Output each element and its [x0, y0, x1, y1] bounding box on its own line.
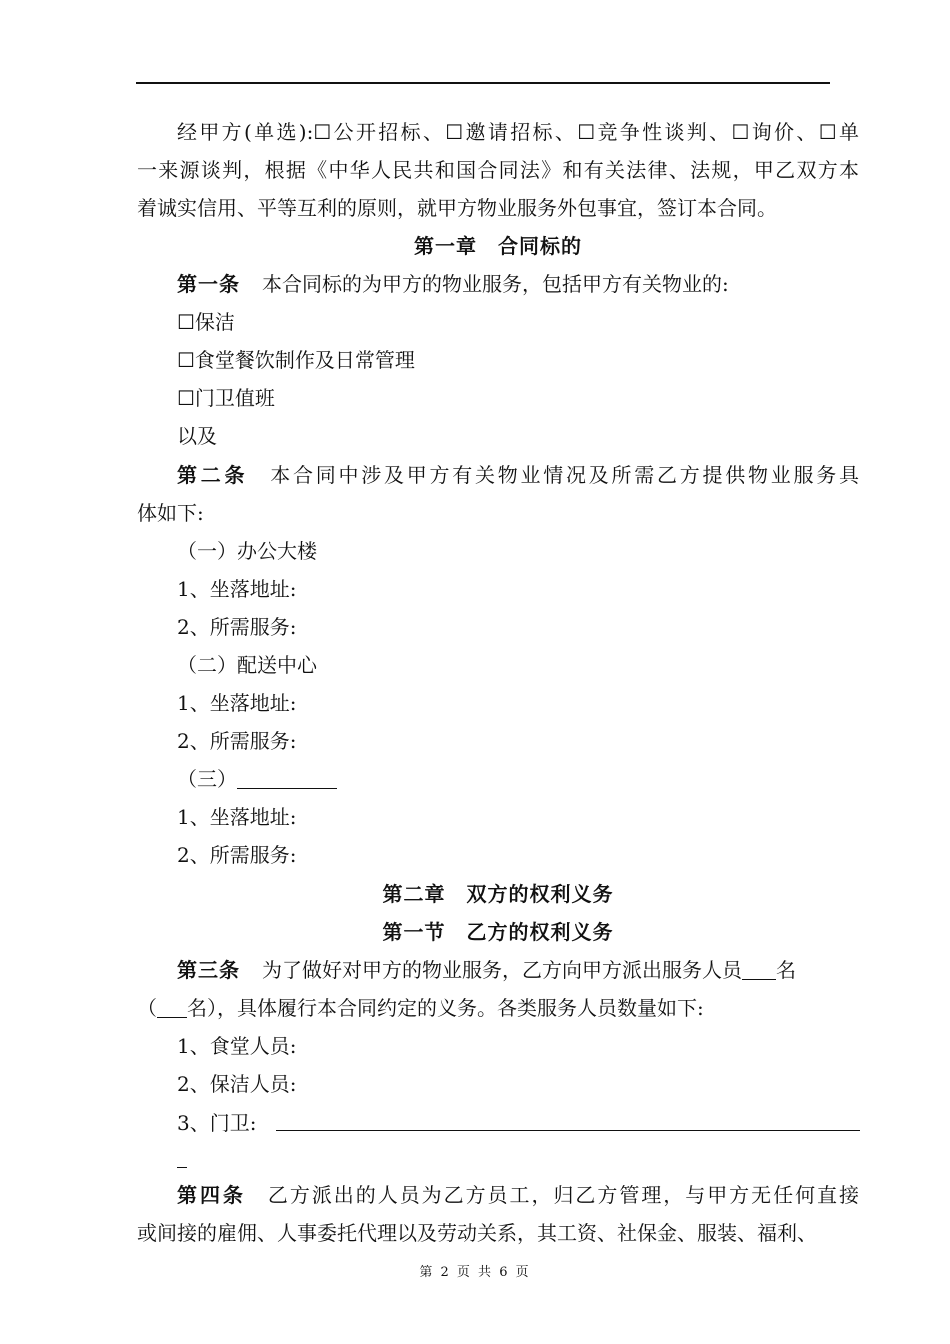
- section-3-location: 1、坐落地址:: [177, 805, 297, 829]
- article-3-unit: 名: [776, 958, 796, 982]
- intro-line-1: 经甲方(单选):☐公开招标、☐邀请招标、☐竞争性谈判、☐询价、☐单: [177, 120, 859, 144]
- staff-total-blank: [742, 959, 776, 980]
- chapter-2-title: 第二章 双方的权利义务: [382, 882, 614, 906]
- article-2-text: 本合同中涉及甲方有关物业情况及所需乙方提供物业服务具: [270, 463, 859, 487]
- article-3-line-2: [137, 996, 859, 1020]
- option-cleaning: ☐保洁: [177, 310, 235, 334]
- section-2-service: 2、所需服务:: [177, 729, 297, 753]
- article-2-line-1: [177, 463, 859, 487]
- article-3-label: 第三条: [177, 958, 240, 982]
- article-3-paren: （: [137, 996, 157, 1020]
- section-3-service: 2、所需服务:: [177, 843, 297, 867]
- header-rule: [136, 82, 830, 84]
- article-4-line-1: [177, 1183, 859, 1207]
- article-4-label: 第四条: [177, 1183, 246, 1207]
- staff-canteen: 1、食堂人员:: [177, 1034, 297, 1058]
- staff-cleaning: 2、保洁人员:: [177, 1072, 297, 1096]
- section-3-title: [177, 767, 859, 791]
- section-3-label: （三）: [177, 767, 237, 791]
- section-1-location: 1、坐落地址:: [177, 577, 297, 601]
- article-3-line-1: [177, 958, 859, 982]
- section-1-service: 2、所需服务:: [177, 615, 297, 639]
- section-title: 第一节 乙方的权利义务: [382, 920, 614, 944]
- option-guard: ☐门卫值班: [177, 386, 275, 410]
- article-4-line-2: 或间接的雇佣、人事委托代理以及劳动关系，其工资、社保金、服装、福利、: [137, 1221, 817, 1245]
- section-2-location: 1、坐落地址:: [177, 691, 297, 715]
- staff-total-blank-2: [157, 997, 187, 1018]
- article-4-text: 乙方派出的人员为乙方员工，归乙方管理，与甲方无任何直接: [267, 1183, 860, 1207]
- section-2-title: （二）配送中心: [177, 653, 317, 677]
- staff-guard-label: 3、门卫:: [177, 1111, 257, 1135]
- chapter-1-title: 第一章 合同标的: [414, 234, 582, 258]
- staff-guard: [177, 1111, 859, 1135]
- article-1: [177, 272, 859, 296]
- article-2-label: 第二条: [177, 463, 249, 487]
- page-number: 第 2 页 共 6 页: [419, 1265, 531, 1280]
- also-text: 以及: [177, 424, 217, 448]
- option-canteen: ☐食堂餐饮制作及日常管理: [177, 348, 415, 372]
- section-1-title: （一）办公大楼: [177, 539, 317, 563]
- staff-guard-blank: [276, 1130, 860, 1131]
- article-3-text: 为了做好对甲方的物业服务，乙方向甲方派出服务人员: [262, 958, 742, 982]
- article-3-text-2: 名），具体履行本合同约定的义务。各类服务人员数量如下:: [187, 996, 704, 1020]
- article-1-text: 本合同标的为甲方的物业服务，包括甲方有关物业的:: [262, 272, 729, 296]
- overflow-underline: [177, 1167, 187, 1168]
- intro-line-2: 一来源谈判，根据《中华人民共和国合同法》和有关法律、法规，甲乙双方本: [137, 158, 859, 182]
- article-2-line-2: 体如下:: [137, 501, 204, 525]
- intro-line-3: 着诚实信用、平等互利的原则，就甲方物业服务外包事宜，签订本合同。: [137, 196, 777, 220]
- section-3-blank: [237, 768, 337, 789]
- article-1-label: 第一条: [177, 272, 240, 296]
